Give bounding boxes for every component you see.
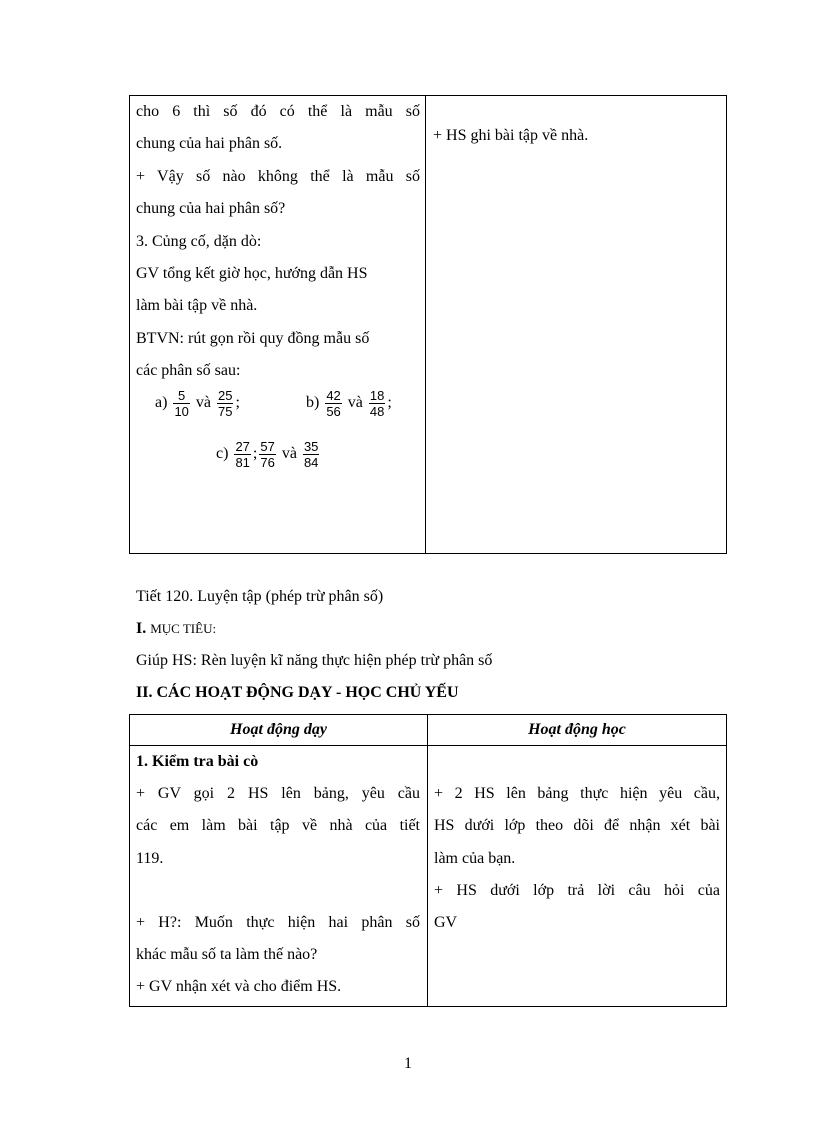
exercise-c bbox=[216, 439, 321, 470]
fraction bbox=[259, 439, 275, 470]
section-activities: II. CÁC HOẠT ĐỘNG DẠY - HỌC CHỦ YẾU bbox=[136, 684, 459, 701]
header-teacher: Hoạt động dạy bbox=[230, 721, 327, 738]
text-line: chung của hai phân số? bbox=[136, 200, 286, 218]
text-line: + HS ghi bài tập về nhà. bbox=[433, 127, 589, 144]
denominator: 84 bbox=[303, 455, 319, 470]
exercise-b bbox=[306, 388, 392, 419]
student-activity-cell bbox=[434, 746, 720, 939]
text-line: + H?: Muốn thực hiện hai phân số bbox=[136, 913, 420, 931]
teacher-activity-cell bbox=[136, 96, 420, 388]
text-line: 3. Củng cố, dặn dò: bbox=[136, 232, 262, 250]
text-line: BTVN: rút gọn rồi quy đồng mẫu số bbox=[136, 329, 370, 347]
student-activity-cell bbox=[433, 120, 588, 152]
text-line: + 2 HS lên bảng thực hiện yêu cầu, bbox=[434, 785, 720, 803]
punctuation: ; bbox=[235, 394, 240, 412]
numerator: 25 bbox=[218, 388, 233, 403]
denominator: 48 bbox=[369, 404, 385, 419]
numerator: 27 bbox=[235, 439, 250, 454]
denominator: 56 bbox=[326, 404, 341, 419]
exercise-label: c) bbox=[216, 445, 229, 463]
activities-table bbox=[129, 714, 727, 1007]
text-line: HS dưới lớp theo dõi để nhận xét bài bbox=[434, 817, 720, 835]
text-line bbox=[136, 875, 420, 907]
denominator: 76 bbox=[260, 455, 275, 470]
text-line: + GV nhận xét và cho điểm HS. bbox=[136, 978, 342, 996]
numerator: 42 bbox=[326, 388, 341, 403]
fraction bbox=[217, 388, 233, 419]
column-divider bbox=[427, 715, 428, 1006]
text-line: làm bài tập về nhà. bbox=[136, 297, 258, 315]
objective-text: Giúp HS: Rèn luyện kĩ năng thực hiện phép trừ phân số bbox=[136, 652, 493, 669]
text-line: + HS dưới lớp trả lời câu hỏi của bbox=[434, 881, 720, 899]
denominator: 10 bbox=[174, 404, 189, 419]
text-line bbox=[434, 746, 720, 778]
text-line: GV tổng kết giờ học, hướng dẫn HS bbox=[136, 264, 368, 282]
page-number: 1 bbox=[404, 1055, 412, 1072]
teacher-activity-cell bbox=[136, 746, 420, 1004]
numerator: 57 bbox=[260, 439, 275, 454]
fraction bbox=[303, 439, 319, 470]
punctuation: ; bbox=[387, 394, 392, 412]
text-line: GV bbox=[434, 913, 458, 931]
section-label: MỤC TIÊU: bbox=[150, 621, 217, 636]
conjunction: và bbox=[281, 445, 297, 463]
text-line: các em làm bài tập về nhà của tiết bbox=[136, 817, 420, 835]
exercise-a bbox=[155, 388, 240, 419]
text-line: 1. Kiểm tra bài cò bbox=[136, 753, 259, 770]
exercise-label: a) bbox=[155, 394, 168, 412]
numerator: 35 bbox=[303, 439, 319, 454]
denominator: 81 bbox=[235, 455, 250, 470]
numerator: 5 bbox=[173, 388, 189, 404]
text-line: chung của hai phân số. bbox=[136, 135, 283, 153]
text-line: + GV gọi 2 HS lên bảng, yêu cầu bbox=[136, 785, 420, 803]
numerator: 18 bbox=[369, 388, 385, 403]
column-divider bbox=[425, 96, 426, 553]
section-number: I. bbox=[136, 620, 147, 637]
fraction bbox=[234, 439, 250, 470]
fraction bbox=[325, 388, 341, 419]
conjunction: và bbox=[195, 394, 212, 412]
text-line: cho 6 thì số đó có thể là mẫu số bbox=[136, 103, 420, 120]
text-line: làm của bạn. bbox=[434, 849, 516, 867]
lesson-title: Tiết 120. Luyện tập (phép trừ phân số) bbox=[136, 588, 384, 605]
text-line: 119. bbox=[136, 849, 164, 867]
header-student: Hoạt động học bbox=[528, 721, 626, 738]
text-line: + Vậy số nào không thể là mẫu số bbox=[136, 167, 420, 185]
punctuation: ; bbox=[252, 445, 258, 463]
fraction bbox=[173, 388, 189, 419]
text-line: khác mẫu số ta làm thế nào? bbox=[136, 946, 318, 964]
fraction bbox=[369, 388, 385, 419]
text-line: các phân số sau: bbox=[136, 362, 241, 380]
continuation-table bbox=[129, 95, 727, 554]
exercise-label: b) bbox=[306, 394, 320, 412]
section-objectives bbox=[136, 620, 216, 638]
denominator: 75 bbox=[218, 404, 233, 419]
conjunction: và bbox=[347, 394, 363, 412]
